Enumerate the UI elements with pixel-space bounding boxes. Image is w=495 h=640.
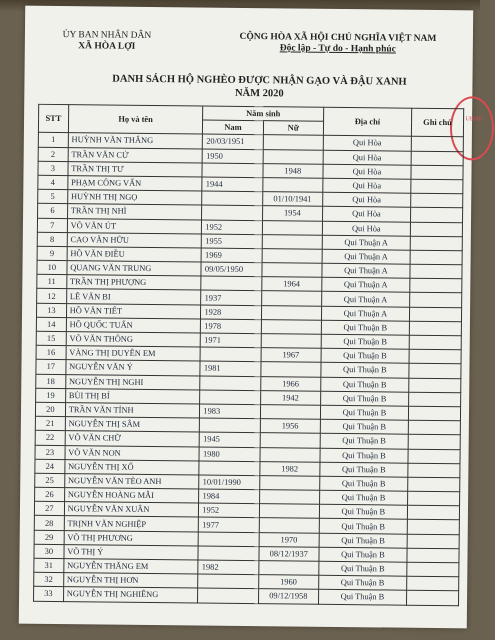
cell-birth-female (260, 433, 320, 448)
cell-birth-male: 1969 (201, 248, 261, 263)
cell-address: Qui Thuận B (321, 334, 409, 349)
cell-birth-female (263, 135, 323, 150)
cell-birth-male (199, 532, 259, 547)
cell-address: Qui Thuận A (322, 235, 410, 250)
cell-note (407, 505, 459, 520)
cell-birth-female (261, 362, 321, 377)
cell-stt: 18 (36, 374, 66, 388)
cell-birth-male: 1945 (200, 432, 260, 447)
cell-birth-female: 1966 (260, 376, 320, 391)
cell-name: VÕ VĂN ÚT (67, 218, 202, 234)
cell-stt: 8 (37, 232, 67, 246)
header-note: Ghi chú (411, 108, 463, 137)
nation-line-2: Độc lập - Tự do - Hạnh phúc (279, 43, 396, 55)
cell-stt: 24 (35, 459, 65, 473)
cell-note (408, 435, 460, 450)
cell-note (408, 477, 460, 492)
cell-birth-male (200, 390, 260, 405)
cell-name: VÕ THỊ PHƯƠNG (64, 530, 199, 546)
cell-birth-male (198, 546, 258, 561)
header-year-of-birth: Năm sinh (203, 106, 324, 121)
cell-address: Qui Thuận B (321, 363, 409, 378)
cell-birth-male: 1944 (202, 177, 262, 192)
cell-name: TRỊNH VĂN NGHIỆP (64, 516, 199, 532)
cell-note (410, 222, 462, 237)
cell-name: TRẦN THỊ NHÌ (67, 204, 202, 220)
cell-address: Qui Thuận B (319, 505, 407, 520)
cell-note (408, 420, 460, 435)
organization-header (37, 30, 177, 53)
cell-note (407, 491, 459, 506)
cell-stt: 4 (38, 175, 68, 189)
cell-stt: 16 (36, 345, 66, 359)
cell-birth-female (259, 490, 319, 505)
cell-stt: 6 (38, 204, 68, 218)
cell-note (411, 179, 463, 194)
cell-note (406, 591, 458, 606)
cell-stt: 22 (35, 431, 65, 445)
cell-name: LÊ VĂN BI (66, 289, 201, 305)
cell-stt: 20 (35, 402, 65, 416)
cell-address: Qui Thuận A (322, 249, 410, 264)
cell-birth-male: 1980 (199, 447, 259, 462)
cell-note (411, 165, 463, 180)
cell-birth-male: 1981 (200, 361, 260, 376)
title-line-1: DANH SÁCH HỘ NGHÈO ĐƯỢC NHẬN GẠO VÀ ĐẬU XANH (112, 73, 407, 88)
cell-note (410, 208, 462, 223)
cell-stt: 26 (35, 487, 65, 501)
cell-note (409, 321, 461, 336)
cell-note (411, 151, 463, 166)
cell-birth-male: 1982 (198, 560, 258, 575)
cell-address: Qui Thuận B (318, 590, 406, 605)
cell-name: NGUYỄN THỊ SÂM (65, 417, 200, 433)
cell-note (407, 520, 459, 535)
cell-stt: 2 (38, 147, 68, 161)
cell-name: NGUYỄN THĂNG EM (64, 559, 199, 575)
cell-birth-female (261, 291, 321, 306)
cell-note (407, 562, 459, 577)
cell-birth-female: 1956 (260, 419, 320, 434)
cell-name: VÕ VĂN NON (65, 445, 200, 461)
cell-note (409, 392, 461, 407)
cell-birth-male: 1971 (201, 333, 261, 348)
cell-birth-female (260, 447, 320, 462)
cell-birth-male: 09/05/1950 (201, 262, 261, 277)
cell-address: Qui Thuận B (320, 434, 408, 449)
cell-birth-female (261, 319, 321, 334)
cell-address: Qui Thuận B (320, 405, 408, 420)
cell-name: VÕ THỊ Ý (64, 544, 199, 560)
cell-name: PHẠM CÔNG VẤN (68, 176, 203, 192)
cell-birth-male: 1952 (199, 503, 259, 518)
cell-birth-female: 1960 (258, 575, 318, 590)
cell-name: NGUYỄN HOÀNG MẪI (64, 488, 199, 504)
cell-address: Qui Thuận A (322, 263, 410, 278)
cell-note (408, 449, 460, 464)
cell-birth-female: 1948 (263, 163, 323, 178)
cell-stt: 10 (37, 260, 67, 274)
cell-address: Qui Thuận B (321, 348, 409, 363)
cell-birth-male: 10/01/1990 (199, 475, 259, 490)
seal-text: UBND (465, 116, 483, 123)
cell-name: TRẦN VĂN TỈNH (65, 403, 200, 419)
cell-birth-female (262, 263, 322, 278)
cell-birth-female: 1982 (259, 461, 319, 476)
cell-birth-female: 1964 (261, 277, 321, 292)
cell-address: Qui Thuận B (320, 391, 408, 406)
cell-address: Qui Thuận A (321, 292, 409, 307)
cell-stt: 21 (35, 416, 65, 430)
cell-note (411, 137, 463, 152)
cell-stt: 33 (34, 587, 64, 601)
cell-address: Qui Thuận B (321, 320, 409, 335)
header-address: Địa chỉ (323, 107, 411, 136)
document-sheet (19, 6, 483, 629)
cell-birth-female (261, 334, 321, 349)
cell-birth-male: 1937 (201, 290, 261, 305)
cell-stt: 5 (38, 189, 68, 203)
cell-address: Qui Hòa (322, 221, 410, 236)
cell-name: VÕ VĂN THÔNG (66, 332, 201, 348)
cell-birth-female: 1970 (259, 532, 319, 547)
cell-address: Qui Thuận B (319, 547, 407, 562)
cell-note (410, 264, 462, 279)
cell-birth-male (202, 205, 262, 220)
cell-name: TRẦN THỊ PHƯỢNG (67, 275, 202, 291)
cell-stt: 19 (36, 388, 66, 402)
cell-birth-female: 1954 (262, 206, 322, 221)
cell-name: TRẦN VĂN CỬ (68, 147, 203, 163)
cell-birth-male: 1950 (203, 149, 263, 164)
cell-birth-male: 20/03/1951 (203, 134, 263, 149)
cell-address: Qui Thuận A (322, 278, 410, 293)
cell-name: VÀNG THỊ DUYÊN EM (66, 346, 201, 362)
cell-birth-male (200, 376, 260, 391)
cell-stt: 14 (36, 317, 66, 331)
cell-name: NGUYỄN VĂN Ý (66, 360, 201, 376)
cell-note (407, 534, 459, 549)
cell-birth-male (198, 574, 258, 589)
cell-stt: 30 (34, 544, 64, 558)
cell-birth-male: 1952 (202, 220, 262, 235)
cell-birth-male: 1983 (200, 404, 260, 419)
cell-birth-female (258, 561, 318, 576)
national-header (213, 32, 463, 57)
cell-name: TRẦN THỊ TƯ (68, 161, 203, 177)
cell-name: NGUYỄN VĂN XUÂN (64, 502, 199, 518)
cell-birth-female (263, 149, 323, 164)
cell-name: NGUYỄN THỊ NGHI (65, 374, 200, 390)
cell-birth-male: 1984 (199, 489, 259, 504)
cell-stt: 7 (37, 218, 67, 232)
header-name: Họ và tên (68, 105, 203, 135)
cell-name: BÙI THỊ BÍ (65, 388, 200, 404)
header-male: Nam (203, 120, 263, 135)
cell-address: Qui Hòa (323, 178, 411, 193)
cell-stt: 15 (36, 331, 66, 345)
cell-birth-female: 01/10/1941 (262, 192, 322, 207)
cell-note (408, 406, 460, 421)
nation-line-1: CỘNG HÒA XÃ HỘI CHỦ NGHĨA VIỆT NAM (239, 31, 437, 44)
cell-note (409, 307, 461, 322)
cell-name: HỒ QUỐC TUẤN (66, 317, 201, 333)
cell-name: NGUYỄN THỊ XỔ (65, 459, 200, 475)
cell-name: HỒ VĂN ĐIỀU (67, 246, 202, 262)
cell-stt: 3 (38, 161, 68, 175)
cell-birth-male: 1928 (201, 305, 261, 320)
cell-name: HUỲNH THỊ NGỌ (67, 190, 202, 206)
cell-stt: 31 (34, 558, 64, 572)
cell-birth-female (259, 518, 319, 533)
cell-birth-male (200, 347, 260, 362)
cell-birth-female: 09/12/1958 (258, 589, 318, 604)
cell-birth-male (198, 588, 258, 603)
cell-birth-male: 1978 (201, 319, 261, 334)
cell-birth-male (199, 461, 259, 476)
cell-address: Qui Thuận B (320, 462, 408, 477)
cell-address: Qui Hòa (323, 150, 411, 165)
cell-address: Qui Thuận B (320, 476, 408, 491)
document-title (94, 72, 424, 101)
cell-birth-female (262, 249, 322, 264)
cell-note (411, 193, 463, 208)
cell-birth-female (259, 504, 319, 519)
cell-address: Qui Thuận B (320, 419, 408, 434)
cell-birth-female (259, 476, 319, 491)
cell-note (407, 576, 459, 591)
cell-name: NGUYỄN THỊ HƠN (63, 573, 198, 589)
cell-name: NGUYỄN THỊ NGHIÊNG (63, 587, 198, 603)
cell-address: Qui Thuận B (319, 490, 407, 505)
cell-stt: 12 (37, 289, 67, 303)
cell-address: Qui Thuận B (320, 448, 408, 463)
cell-note (410, 250, 462, 265)
cell-birth-female (262, 220, 322, 235)
cell-address: Qui Hòa (323, 164, 411, 179)
cell-name: HUỲNH VĂN THẮNG (68, 133, 203, 149)
cell-birth-female: 1967 (261, 348, 321, 363)
cell-stt: 25 (35, 473, 65, 487)
cell-stt: 9 (37, 246, 67, 260)
cell-note (407, 548, 459, 563)
cell-birth-female (262, 178, 322, 193)
cell-note (408, 463, 460, 478)
header-female: Nữ (263, 121, 323, 136)
org-line-2: XÃ HÒA LỢI (78, 41, 136, 52)
cell-birth-male (202, 191, 262, 206)
cell-birth-male (200, 418, 260, 433)
cell-note (409, 335, 461, 350)
cell-birth-male (201, 276, 261, 291)
cell-birth-female (262, 234, 322, 249)
cell-stt: 1 (38, 133, 68, 147)
cell-name: HỒ VĂN TIẾT (66, 303, 201, 319)
cell-name: CAO VĂN HỮU (67, 232, 202, 248)
cell-stt: 13 (36, 303, 66, 317)
cell-address: Qui Thuận B (319, 519, 407, 534)
cell-birth-male (202, 163, 262, 178)
cell-stt: 23 (35, 445, 65, 459)
header-stt: STT (38, 104, 68, 133)
cell-stt: 17 (36, 360, 66, 374)
cell-stt: 28 (34, 516, 64, 530)
cell-address: Qui Thuận A (321, 306, 409, 321)
cell-address: Qui Thuận B (319, 561, 407, 576)
cell-address: Qui Hòa (322, 207, 410, 222)
cell-birth-female (260, 405, 320, 420)
cell-address: Qui Thuận B (319, 533, 407, 548)
cell-stt: 27 (34, 502, 64, 516)
cell-stt: 11 (37, 275, 67, 289)
cell-note (410, 278, 462, 293)
cell-note (410, 293, 462, 308)
cell-note (409, 364, 461, 379)
cell-birth-male: 1955 (202, 234, 262, 249)
cell-note (409, 349, 461, 364)
beneficiary-table (33, 104, 464, 606)
table-row (34, 587, 459, 606)
title-line-2: NĂM 2020 (234, 87, 284, 100)
cell-note (410, 236, 462, 251)
cell-address: Qui Hòa (323, 192, 411, 207)
cell-address: Qui Hòa (323, 136, 411, 151)
cell-stt: 29 (34, 530, 64, 544)
cell-birth-female: 1942 (260, 390, 320, 405)
org-line-1: ỦY BAN NHÂN DÂN (62, 30, 152, 41)
table-body (34, 133, 464, 606)
cell-birth-female (261, 305, 321, 320)
cell-birth-male: 1977 (199, 517, 259, 532)
cell-name: QUANG VĂN TRUNG (67, 261, 202, 277)
cell-stt: 32 (34, 572, 64, 586)
cell-address: Qui Thuận B (321, 377, 409, 392)
cell-address: Qui Thuận B (319, 575, 407, 590)
cell-name: VÕ VĂN CHỮ (65, 431, 200, 447)
cell-note (409, 378, 461, 393)
cell-name: NGUYỄN VĂN TÈO ANH (64, 473, 199, 489)
cell-birth-female: 08/12/1937 (259, 546, 319, 561)
